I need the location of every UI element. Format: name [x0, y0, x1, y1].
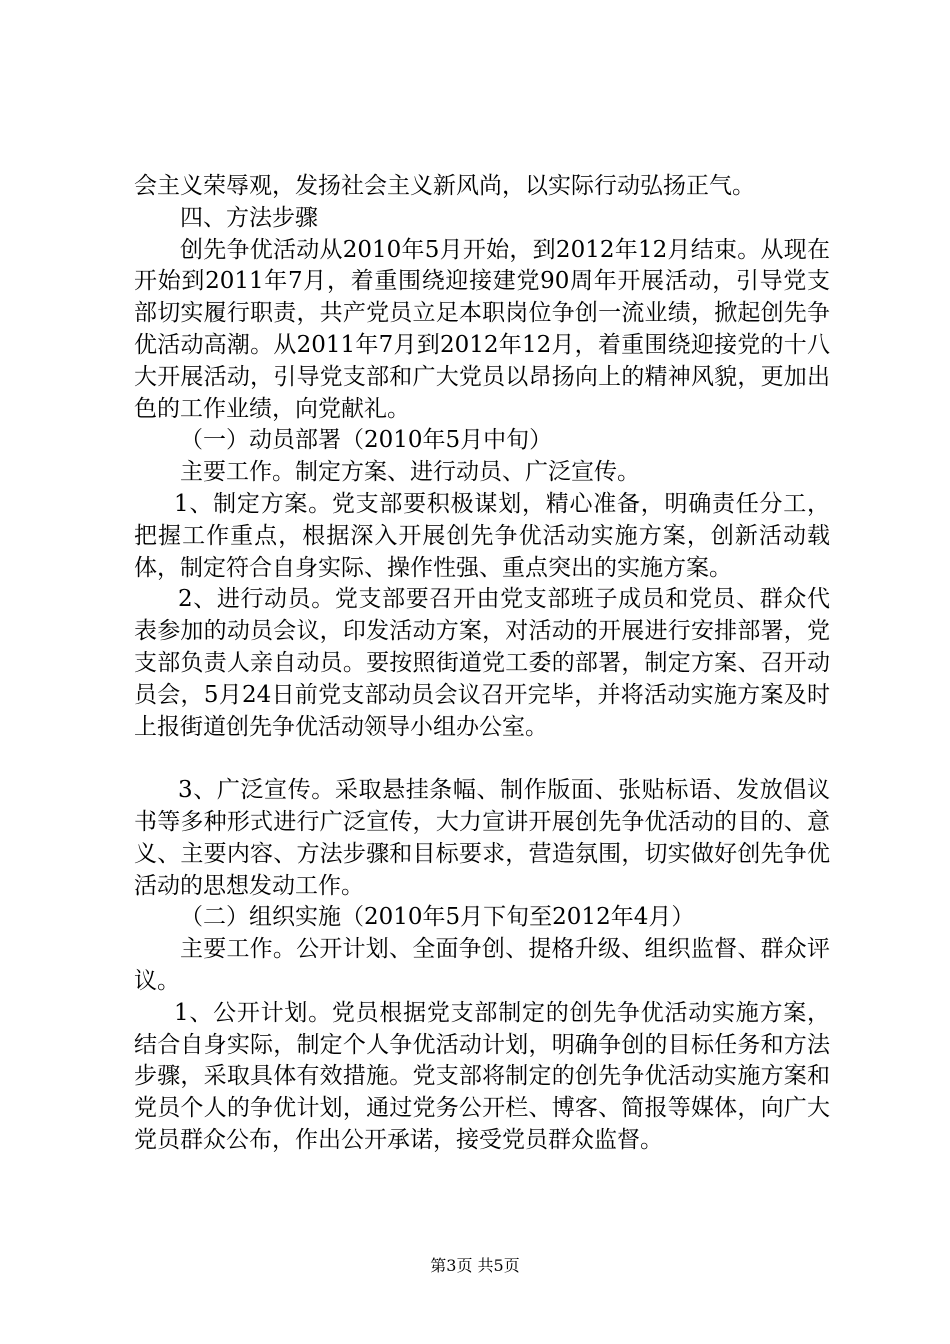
document-body — [134, 171, 830, 1157]
paragraph-draft-plan: 1、制定方案。党支部要积极谋划，精心准备，明确责任分工，把握工作重点，根据深入开展创先争优活动实施方案，创新活动载体，制定符合自身实际、操作性强、重点突出的实施方案。 — [134, 490, 830, 581]
section-heading-methods: 四、方法步骤 — [180, 204, 318, 231]
paragraph-continuation: 会主义荣辱观，发扬社会主义新风尚，以实际行动弘扬正气。 — [134, 173, 755, 199]
blank-line — [134, 743, 830, 775]
paragraph-main-work-2: 主要工作。公开计划、全面争创、提格升级、组织监督、群众评议。 — [134, 936, 830, 994]
paragraph-timeline: 创先争优活动从2010年5月开始，到2012年12月结束。从现在开始到2011年7月，着重围绕迎接建党90周年开展活动，引导党支部切实履行职责，共产党员立足本职岗位争创一流业绩，掀起创先争优活动高潮。从2011年7月到2012年12月，着重围绕迎接党的十八大开展活动，引导党支部和广大党员以昂扬向上的精神风貌，更加出色的工作业绩，向党献礼。 — [134, 236, 830, 422]
paragraph-publicity: 3、广泛宣传。采取悬挂条幅、制作版面、张贴标语、发放倡议书等多种形式进行广泛宣传，大力宣讲开展创先争优活动的目的、意义、主要内容、方法步骤和目标要求，营造氛围，切实做好创先争优活动的思想发动工作。 — [134, 777, 830, 899]
paragraph-public-plan: 1、公开计划。党员根据党支部制定的创先争优活动实施方案，结合自身实际，制定个人争优活动计划，明确争创的目标任务和方法步骤，采取具体有效措施。党支部将制定的创先争优活动实施方案和党员个人的争优计划，通过党务公开栏、博客、简报等媒体，向广大党员群众公布，作出公开承诺，接受党员群众监督。 — [134, 999, 830, 1153]
paragraph-mobilize: 2、进行动员。党支部要召开由党支部班子成员和党员、群众代表参加的动员会议，印发活动方案，对活动的开展进行安排部署，党支部负责人亲自动员。要按照街道党工委的部署，制定方案、召开动员会，5月24日前党支部动员会议召开完毕，并将活动实施方案及时上报街道创先争优活动领导小组办公室。 — [134, 586, 830, 740]
subheading-implementation: （二）组织实施（2010年5月下旬至2012年4月） — [180, 904, 695, 931]
subheading-mobilization: （一）动员部署（2010年5月中旬） — [180, 427, 553, 454]
paragraph-main-work-1: 主要工作。制定方案、进行动员、广泛宣传。 — [180, 459, 640, 486]
page-footer: 第3页 共5页 — [430, 1256, 520, 1275]
